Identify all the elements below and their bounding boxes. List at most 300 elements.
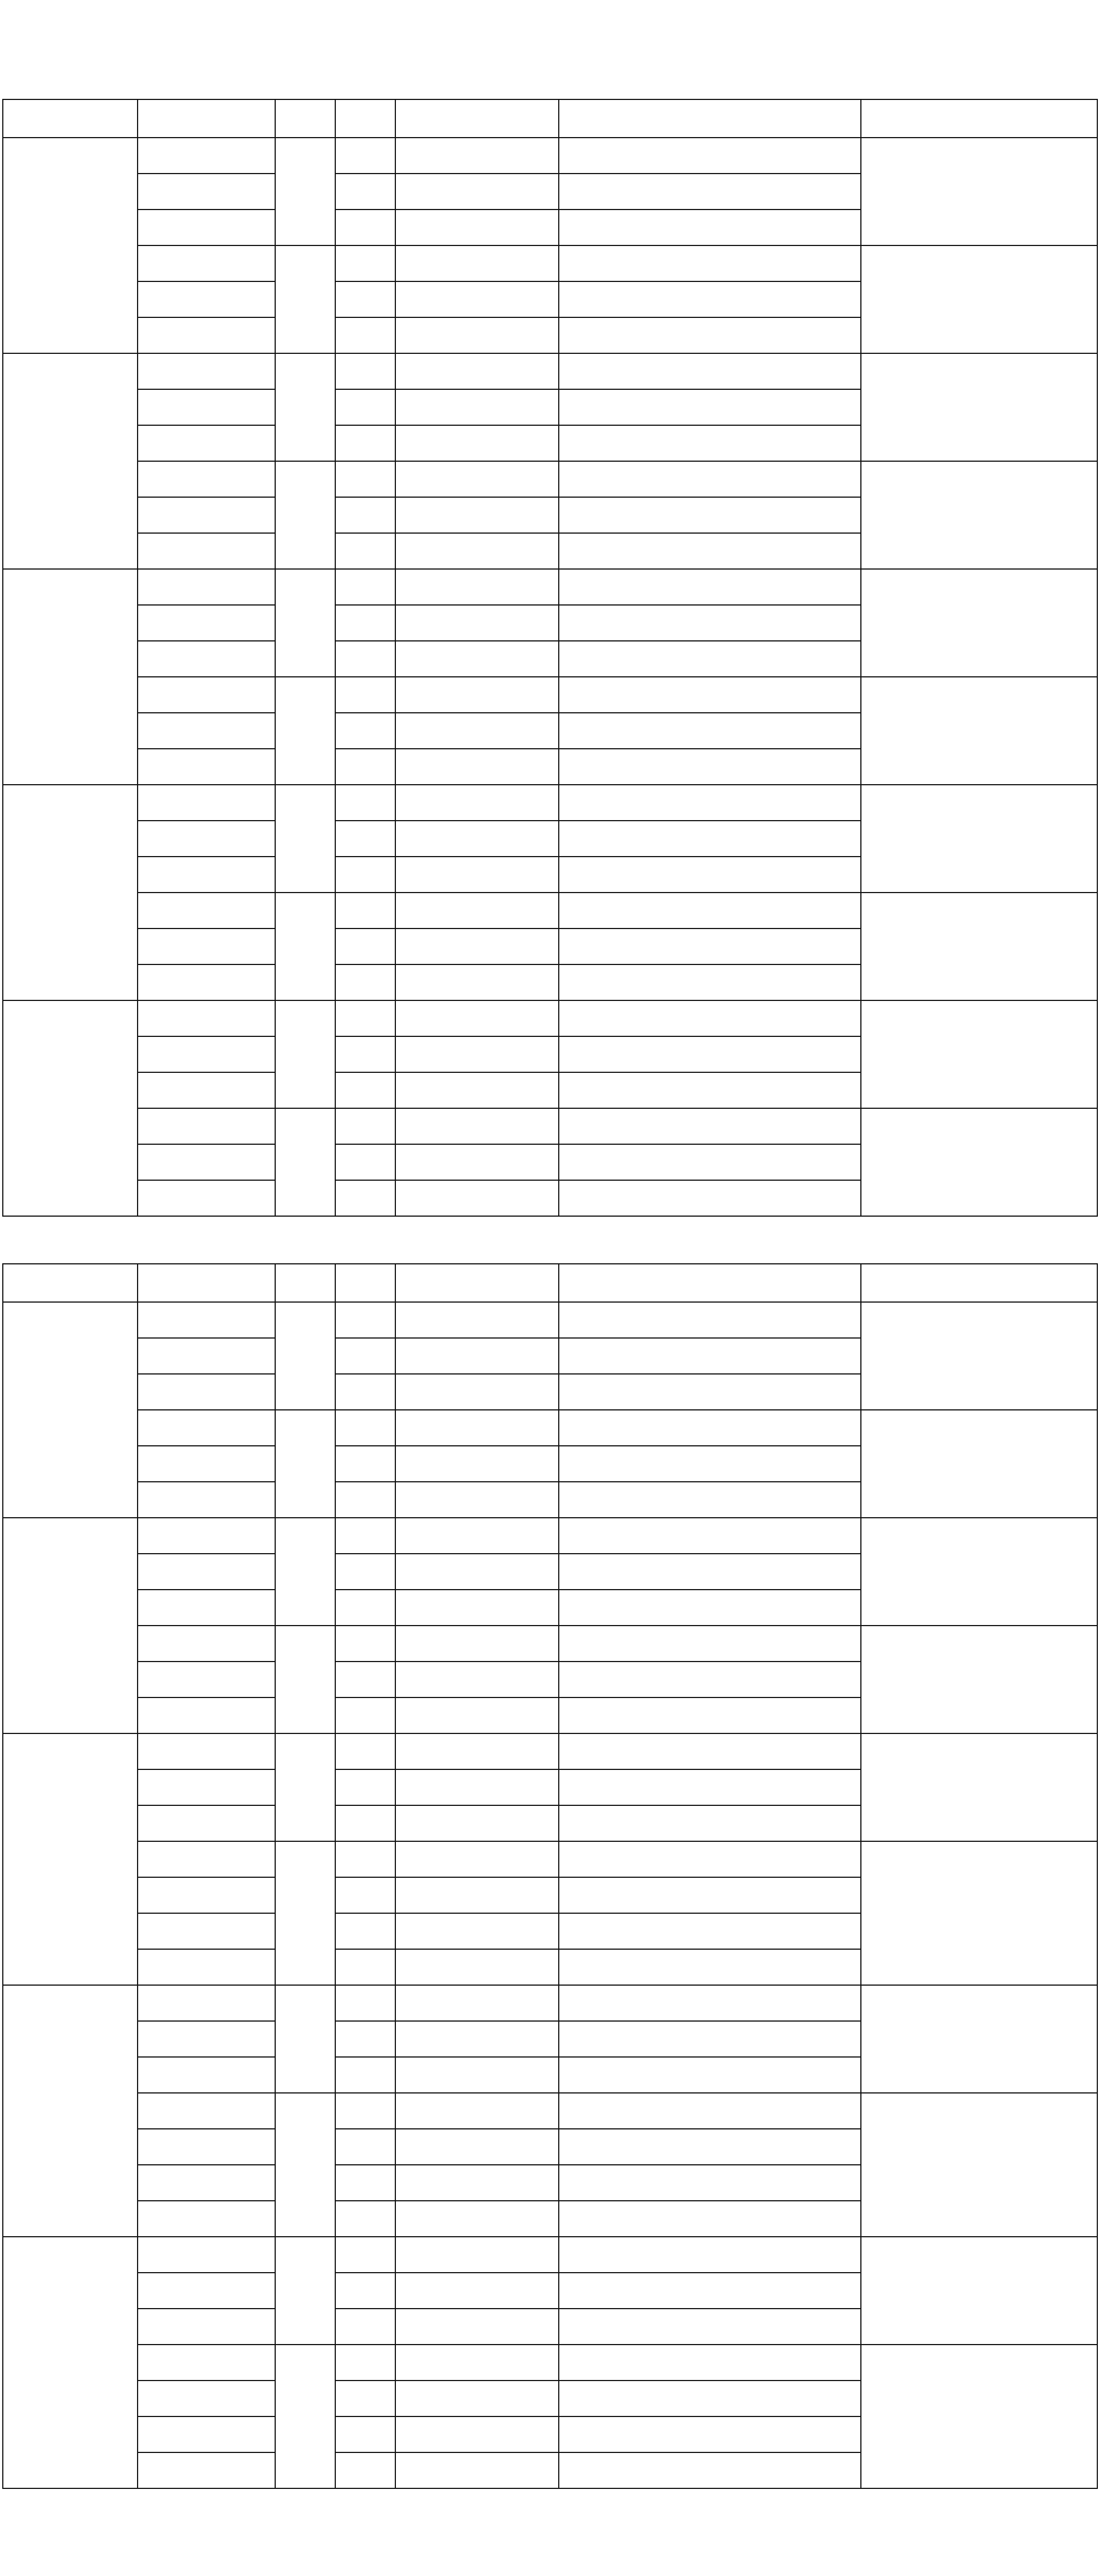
matchup-cell bbox=[559, 138, 861, 174]
match-no-cell bbox=[335, 317, 395, 353]
time-cell bbox=[395, 425, 559, 461]
matchup-cell bbox=[559, 2381, 861, 2416]
round-cell bbox=[138, 1662, 275, 1697]
time-cell bbox=[395, 1144, 559, 1180]
time-cell bbox=[395, 1662, 559, 1697]
match-no-cell bbox=[335, 1302, 395, 1338]
round-cell bbox=[138, 605, 275, 641]
round-cell bbox=[138, 317, 275, 353]
match-no-cell bbox=[335, 2309, 395, 2345]
matchup-cell bbox=[559, 425, 861, 461]
matchup-cell bbox=[559, 1877, 861, 1913]
match-no-cell bbox=[335, 1841, 395, 1877]
round-cell bbox=[138, 2345, 275, 2381]
time-cell bbox=[395, 1949, 559, 1985]
time-cell bbox=[395, 2201, 559, 2237]
match-row bbox=[3, 785, 1097, 821]
round-cell bbox=[138, 1072, 275, 1108]
date-cell bbox=[3, 1985, 138, 2237]
round-cell bbox=[138, 1697, 275, 1733]
round-cell bbox=[138, 857, 275, 893]
round-cell bbox=[138, 749, 275, 785]
time-cell bbox=[395, 713, 559, 749]
matchup-cell bbox=[559, 1626, 861, 1662]
matchup-cell bbox=[559, 964, 861, 1000]
date-cell bbox=[3, 138, 138, 353]
match-no-cell bbox=[335, 641, 395, 677]
venue-cell bbox=[861, 245, 1097, 353]
match-no-cell bbox=[335, 1949, 395, 1985]
time-cell bbox=[395, 893, 559, 929]
time-cell bbox=[395, 1733, 559, 1769]
round-cell bbox=[138, 2381, 275, 2416]
match-no-cell bbox=[335, 2381, 395, 2416]
round-cell bbox=[138, 245, 275, 281]
venue-cell bbox=[861, 893, 1097, 1000]
match-no-cell bbox=[335, 821, 395, 857]
time-cell bbox=[395, 1446, 559, 1482]
time-cell bbox=[395, 1482, 559, 1518]
schedule-table-part-2 bbox=[2, 1263, 1098, 2489]
match-no-cell bbox=[335, 2057, 395, 2093]
time-cell bbox=[395, 497, 559, 533]
venue-cell bbox=[861, 1626, 1097, 1733]
match-no-cell bbox=[335, 138, 395, 174]
matchup-cell bbox=[559, 2273, 861, 2309]
header-time bbox=[395, 99, 559, 138]
header-venue bbox=[861, 1264, 1097, 1302]
venue-cell bbox=[861, 1841, 1097, 1985]
date-cell bbox=[3, 2237, 138, 2488]
round-cell bbox=[138, 1841, 275, 1877]
date-cell bbox=[3, 353, 138, 569]
time-cell bbox=[395, 2165, 559, 2201]
match-row bbox=[3, 569, 1097, 605]
venue-cell bbox=[861, 138, 1097, 245]
round-cell bbox=[138, 893, 275, 929]
match-row bbox=[3, 461, 1097, 497]
round-cell bbox=[138, 1518, 275, 1554]
time-cell bbox=[395, 317, 559, 353]
round-cell bbox=[138, 1877, 275, 1913]
match-row bbox=[3, 2345, 1097, 2381]
match-no-cell bbox=[335, 1590, 395, 1626]
header-round bbox=[138, 99, 275, 138]
match-no-cell bbox=[335, 245, 395, 281]
match-no-cell bbox=[335, 1338, 395, 1374]
round-cell bbox=[138, 2273, 275, 2309]
round-cell bbox=[138, 1805, 275, 1841]
group-cell bbox=[275, 1302, 335, 1410]
matchup-cell bbox=[559, 1805, 861, 1841]
time-cell bbox=[395, 245, 559, 281]
round-cell bbox=[138, 1554, 275, 1590]
match-no-cell bbox=[335, 1805, 395, 1841]
time-cell bbox=[395, 1805, 559, 1841]
round-cell bbox=[138, 461, 275, 497]
matchup-cell bbox=[559, 1841, 861, 1877]
venue-cell bbox=[861, 677, 1097, 785]
header-group bbox=[275, 99, 335, 138]
round-cell bbox=[138, 1036, 275, 1072]
matchup-cell bbox=[559, 2309, 861, 2345]
time-cell bbox=[395, 174, 559, 210]
match-row bbox=[3, 2237, 1097, 2273]
matchup-cell bbox=[559, 1697, 861, 1733]
round-cell bbox=[138, 1410, 275, 1446]
round-cell bbox=[138, 2201, 275, 2237]
matchup-cell bbox=[559, 605, 861, 641]
round-cell bbox=[138, 425, 275, 461]
header-row bbox=[3, 99, 1097, 138]
match-row bbox=[3, 1518, 1097, 1554]
matchup-cell bbox=[559, 749, 861, 785]
venue-cell bbox=[861, 569, 1097, 677]
matchup-cell bbox=[559, 1072, 861, 1108]
match-no-cell bbox=[335, 2345, 395, 2381]
matchup-cell bbox=[559, 677, 861, 713]
match-no-cell bbox=[335, 533, 395, 569]
match-row bbox=[3, 1410, 1097, 1446]
round-cell bbox=[138, 1108, 275, 1144]
time-cell bbox=[395, 2381, 559, 2416]
match-row bbox=[3, 1841, 1097, 1877]
round-cell bbox=[138, 1985, 275, 2021]
venue-cell bbox=[861, 785, 1097, 893]
time-cell bbox=[395, 2057, 559, 2093]
match-row bbox=[3, 353, 1097, 389]
venue-cell bbox=[861, 1000, 1097, 1108]
match-row bbox=[3, 1733, 1097, 1769]
match-no-cell bbox=[335, 1374, 395, 1410]
round-cell bbox=[138, 1913, 275, 1949]
matchup-cell bbox=[559, 533, 861, 569]
match-no-cell bbox=[335, 2416, 395, 2452]
time-cell bbox=[395, 281, 559, 317]
time-cell bbox=[395, 2021, 559, 2057]
time-cell bbox=[395, 641, 559, 677]
round-cell bbox=[138, 389, 275, 425]
matchup-cell bbox=[559, 1733, 861, 1769]
group-cell bbox=[275, 569, 335, 677]
match-no-cell bbox=[335, 713, 395, 749]
round-cell bbox=[138, 2416, 275, 2452]
match-row bbox=[3, 1000, 1097, 1036]
round-cell bbox=[138, 677, 275, 713]
match-no-cell bbox=[335, 389, 395, 425]
match-no-cell bbox=[335, 1036, 395, 1072]
time-cell bbox=[395, 461, 559, 497]
time-cell bbox=[395, 1302, 559, 1338]
matchup-cell bbox=[559, 1662, 861, 1697]
matchup-cell bbox=[559, 1590, 861, 1626]
time-cell bbox=[395, 1590, 559, 1626]
venue-cell bbox=[861, 461, 1097, 569]
round-cell bbox=[138, 1374, 275, 1410]
group-cell bbox=[275, 1626, 335, 1733]
match-no-cell bbox=[335, 1697, 395, 1733]
match-row bbox=[3, 1108, 1097, 1144]
round-cell bbox=[138, 641, 275, 677]
match-no-cell bbox=[335, 785, 395, 821]
venue-cell bbox=[861, 1733, 1097, 1841]
match-row bbox=[3, 677, 1097, 713]
round-cell bbox=[138, 138, 275, 174]
matchup-cell bbox=[559, 1374, 861, 1410]
time-cell bbox=[395, 1626, 559, 1662]
round-cell bbox=[138, 1769, 275, 1805]
match-row bbox=[3, 1985, 1097, 2021]
matchup-cell bbox=[559, 353, 861, 389]
time-cell bbox=[395, 389, 559, 425]
group-cell bbox=[275, 893, 335, 1000]
match-no-cell bbox=[335, 210, 395, 245]
round-cell bbox=[138, 174, 275, 210]
header-group bbox=[275, 1264, 335, 1302]
time-cell bbox=[395, 210, 559, 245]
matchup-cell bbox=[559, 2129, 861, 2165]
matchup-cell bbox=[559, 2237, 861, 2273]
group-cell bbox=[275, 1000, 335, 1108]
time-cell bbox=[395, 605, 559, 641]
group-cell bbox=[275, 461, 335, 569]
time-cell bbox=[395, 2093, 559, 2129]
match-no-cell bbox=[335, 1072, 395, 1108]
match-no-cell bbox=[335, 1985, 395, 2021]
header-match-no bbox=[335, 1264, 395, 1302]
match-no-cell bbox=[335, 1626, 395, 1662]
matchup-cell bbox=[559, 1144, 861, 1180]
matchup-cell bbox=[559, 1180, 861, 1216]
round-cell bbox=[138, 2452, 275, 2488]
matchup-cell bbox=[559, 1554, 861, 1590]
matchup-cell bbox=[559, 1446, 861, 1482]
date-cell bbox=[3, 1518, 138, 1733]
time-cell bbox=[395, 569, 559, 605]
date-cell bbox=[3, 785, 138, 1000]
time-cell bbox=[395, 1697, 559, 1733]
header-matchup bbox=[559, 99, 861, 138]
time-cell bbox=[395, 1374, 559, 1410]
venue-cell bbox=[861, 353, 1097, 461]
matchup-cell bbox=[559, 1302, 861, 1338]
matchup-cell bbox=[559, 281, 861, 317]
time-cell bbox=[395, 785, 559, 821]
time-cell bbox=[395, 1877, 559, 1913]
match-no-cell bbox=[335, 893, 395, 929]
venue-cell bbox=[861, 2237, 1097, 2345]
date-cell bbox=[3, 1000, 138, 1216]
round-cell bbox=[138, 210, 275, 245]
venue-cell bbox=[861, 2345, 1097, 2488]
matchup-cell bbox=[559, 1518, 861, 1554]
time-cell bbox=[395, 749, 559, 785]
match-no-cell bbox=[335, 1446, 395, 1482]
time-cell bbox=[395, 1913, 559, 1949]
group-cell bbox=[275, 1518, 335, 1626]
group-cell bbox=[275, 1985, 335, 2093]
matchup-cell bbox=[559, 174, 861, 210]
time-cell bbox=[395, 2273, 559, 2309]
round-cell bbox=[138, 1180, 275, 1216]
group-cell bbox=[275, 785, 335, 893]
match-no-cell bbox=[335, 929, 395, 964]
matchup-cell bbox=[559, 1913, 861, 1949]
match-no-cell bbox=[335, 1662, 395, 1697]
group-cell bbox=[275, 1841, 335, 1985]
match-no-cell bbox=[335, 964, 395, 1000]
round-cell bbox=[138, 2021, 275, 2057]
time-cell bbox=[395, 2416, 559, 2452]
round-cell bbox=[138, 2129, 275, 2165]
match-no-cell bbox=[335, 1554, 395, 1590]
time-cell bbox=[395, 1410, 559, 1446]
group-cell bbox=[275, 2237, 335, 2345]
header-row bbox=[3, 1264, 1097, 1302]
matchup-cell bbox=[559, 1949, 861, 1985]
time-cell bbox=[395, 2452, 559, 2488]
time-cell bbox=[395, 1518, 559, 1554]
matchup-cell bbox=[559, 389, 861, 425]
matchup-cell bbox=[559, 2416, 861, 2452]
matchup-cell bbox=[559, 1769, 861, 1805]
time-cell bbox=[395, 138, 559, 174]
match-no-cell bbox=[335, 749, 395, 785]
venue-cell bbox=[861, 1518, 1097, 1626]
group-cell bbox=[275, 353, 335, 461]
time-cell bbox=[395, 2129, 559, 2165]
match-no-cell bbox=[335, 1733, 395, 1769]
group-cell bbox=[275, 1108, 335, 1216]
match-row bbox=[3, 138, 1097, 174]
match-no-cell bbox=[335, 677, 395, 713]
match-no-cell bbox=[335, 857, 395, 893]
round-cell bbox=[138, 2057, 275, 2093]
time-cell bbox=[395, 677, 559, 713]
match-no-cell bbox=[335, 2165, 395, 2201]
matchup-cell bbox=[559, 2345, 861, 2381]
match-no-cell bbox=[335, 1144, 395, 1180]
matchup-cell bbox=[559, 857, 861, 893]
round-cell bbox=[138, 1733, 275, 1769]
group-cell bbox=[275, 138, 335, 245]
time-cell bbox=[395, 964, 559, 1000]
time-cell bbox=[395, 1000, 559, 1036]
match-no-cell bbox=[335, 1518, 395, 1554]
matchup-cell bbox=[559, 569, 861, 605]
round-cell bbox=[138, 353, 275, 389]
time-cell bbox=[395, 533, 559, 569]
match-no-cell bbox=[335, 2093, 395, 2129]
matchup-cell bbox=[559, 1338, 861, 1374]
venue-cell bbox=[861, 2093, 1097, 2237]
round-cell bbox=[138, 1590, 275, 1626]
match-no-cell bbox=[335, 174, 395, 210]
time-cell bbox=[395, 1554, 559, 1590]
round-cell bbox=[138, 964, 275, 1000]
matchup-cell bbox=[559, 2165, 861, 2201]
time-cell bbox=[395, 2345, 559, 2381]
round-cell bbox=[138, 2093, 275, 2129]
match-row bbox=[3, 2093, 1097, 2129]
match-no-cell bbox=[335, 2273, 395, 2309]
date-cell bbox=[3, 1733, 138, 1985]
match-no-cell bbox=[335, 1913, 395, 1949]
round-cell bbox=[138, 785, 275, 821]
matchup-cell bbox=[559, 245, 861, 281]
time-cell bbox=[395, 1036, 559, 1072]
matchup-cell bbox=[559, 210, 861, 245]
match-no-cell bbox=[335, 1769, 395, 1805]
match-no-cell bbox=[335, 2129, 395, 2165]
time-cell bbox=[395, 821, 559, 857]
round-cell bbox=[138, 2165, 275, 2201]
matchup-cell bbox=[559, 1985, 861, 2021]
matchup-cell bbox=[559, 2201, 861, 2237]
match-no-cell bbox=[335, 2021, 395, 2057]
date-cell bbox=[3, 1302, 138, 1518]
venue-cell bbox=[861, 1410, 1097, 1518]
time-cell bbox=[395, 857, 559, 893]
header-time bbox=[395, 1264, 559, 1302]
matchup-cell bbox=[559, 821, 861, 857]
matchup-cell bbox=[559, 929, 861, 964]
round-cell bbox=[138, 929, 275, 964]
time-cell bbox=[395, 2309, 559, 2345]
group-cell bbox=[275, 1410, 335, 1518]
match-no-cell bbox=[335, 569, 395, 605]
venue-cell bbox=[861, 1302, 1097, 1410]
match-no-cell bbox=[335, 425, 395, 461]
time-cell bbox=[395, 1338, 559, 1374]
round-cell bbox=[138, 2309, 275, 2345]
time-cell bbox=[395, 1841, 559, 1877]
round-cell bbox=[138, 497, 275, 533]
venue-cell bbox=[861, 1985, 1097, 2093]
match-no-cell bbox=[335, 1108, 395, 1144]
matchup-cell bbox=[559, 1000, 861, 1036]
matchup-cell bbox=[559, 2452, 861, 2488]
round-cell bbox=[138, 1949, 275, 1985]
time-cell bbox=[395, 1769, 559, 1805]
match-row bbox=[3, 1626, 1097, 1662]
match-no-cell bbox=[335, 353, 395, 389]
matchup-cell bbox=[559, 713, 861, 749]
time-cell bbox=[395, 1108, 559, 1144]
match-no-cell bbox=[335, 1000, 395, 1036]
round-cell bbox=[138, 1000, 275, 1036]
match-no-cell bbox=[335, 281, 395, 317]
round-cell bbox=[138, 1144, 275, 1180]
date-cell bbox=[3, 569, 138, 785]
match-row bbox=[3, 245, 1097, 281]
header-venue bbox=[861, 99, 1097, 138]
matchup-cell bbox=[559, 2057, 861, 2093]
matchup-cell bbox=[559, 1482, 861, 1518]
matchup-cell bbox=[559, 1036, 861, 1072]
group-cell bbox=[275, 2345, 335, 2488]
match-no-cell bbox=[335, 605, 395, 641]
group-cell bbox=[275, 677, 335, 785]
match-row bbox=[3, 1302, 1097, 1338]
group-cell bbox=[275, 2093, 335, 2237]
header-round bbox=[138, 1264, 275, 1302]
matchup-cell bbox=[559, 461, 861, 497]
matchup-cell bbox=[559, 317, 861, 353]
group-cell bbox=[275, 245, 335, 353]
round-cell bbox=[138, 1626, 275, 1662]
matchup-cell bbox=[559, 2093, 861, 2129]
